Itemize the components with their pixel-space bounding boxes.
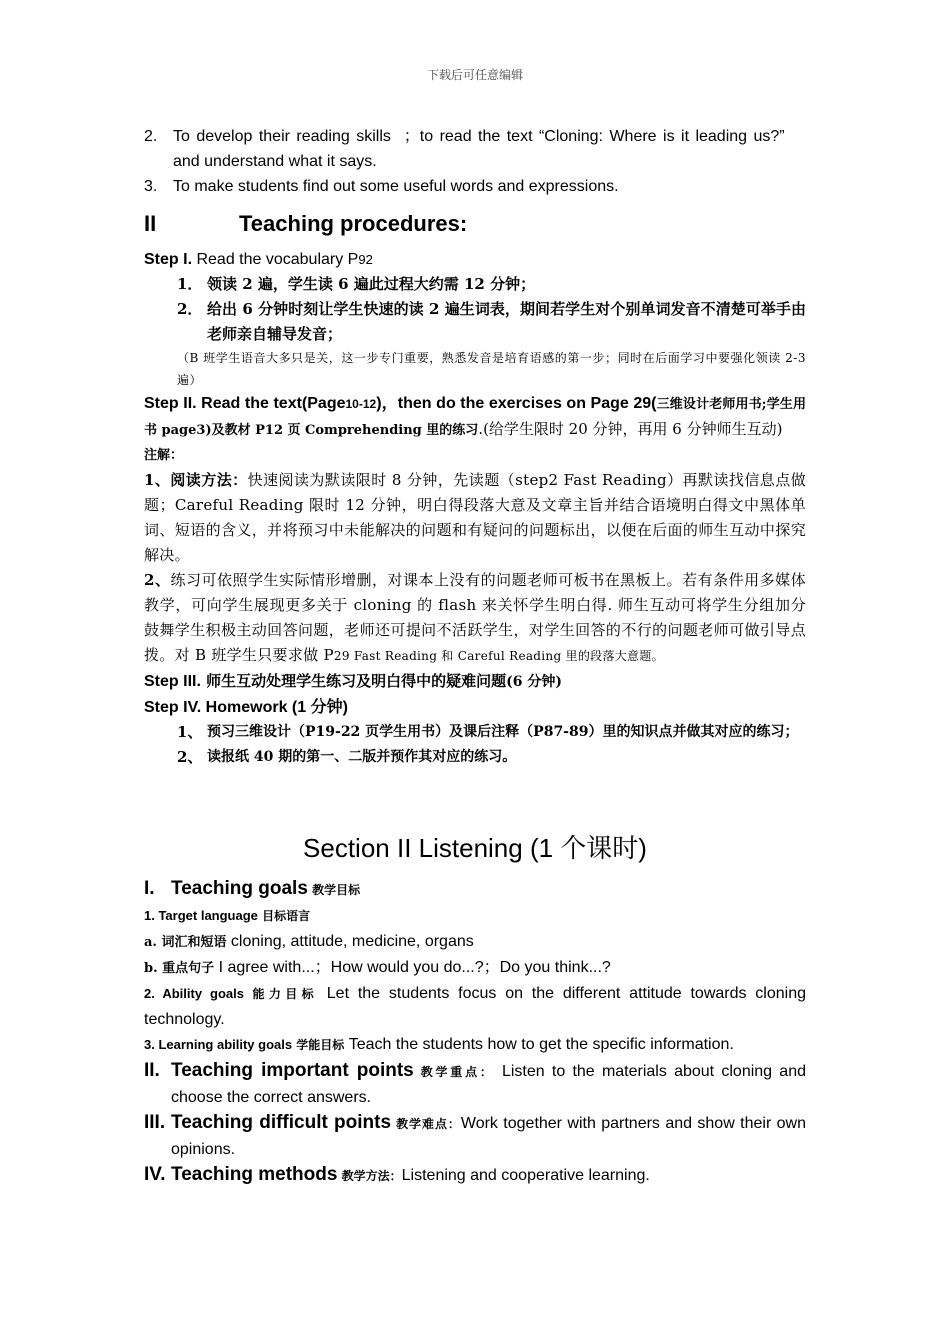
difficult-points (144, 1110, 806, 1162)
note-tail: Fast Reading 和 Careful Reading 里的段落大意题。 (349, 649, 664, 663)
line-label-cn: 学能目标 (292, 1038, 345, 1052)
line-label-cn: 目标语言 (257, 909, 311, 923)
line-text: Work together with partners and show their own opinions. (171, 1115, 807, 1158)
heading-text: Teaching methods (171, 1164, 338, 1185)
page-ref: 92 (358, 252, 373, 267)
step-1-note: （B 班学生语音大多只是关，这一步专门重要，熟悉发音是培育语感的第一步；同时在后面学习中要强化领读 2-3 遍） (177, 351, 806, 387)
goals-heading (144, 876, 806, 903)
vocab-line (144, 929, 806, 955)
line-text: cloning, attitude, medicine, organs (226, 933, 474, 950)
objective-text: To make students find out some useful words and expressions. (173, 178, 619, 195)
item-text: 预习三维设计（P19-22 页学生用书）及课后注释（P87-89）里的知识点并做其对应的练习； (207, 724, 799, 740)
line-text: Listen to the materials about cloning and choose the correct answers. (171, 1063, 807, 1106)
sentences-line (144, 955, 806, 981)
heading-numeral: I. (144, 878, 155, 899)
line-label: 3. Learning ability goals (144, 1037, 293, 1052)
line-label-cn: 能力目标 (243, 987, 318, 1001)
item-text: 领读 2 遍，学生读 6 遍此过程大约需 12 分钟； (207, 275, 536, 293)
objective-item (144, 174, 806, 199)
document-body (144, 124, 806, 1189)
step-text: Read the vocabulary P (192, 251, 359, 268)
heading-cn: 教学难点： (391, 1117, 461, 1131)
notes-label: 注解： (144, 448, 184, 463)
homework-item (144, 745, 806, 770)
step-label: Step I. (144, 251, 193, 268)
objective-text-cont: and understand what it says. (173, 153, 377, 170)
page-header: 下载后可任意编辑 (426, 68, 523, 82)
heading-text: Teaching goals (171, 878, 308, 899)
step-1-item (144, 297, 806, 347)
step-time: (6 分钟) (506, 674, 563, 690)
page-ref: 10-12 (345, 397, 377, 411)
learning-ability-goals (144, 1032, 806, 1058)
heading-numeral: II. (144, 1060, 160, 1081)
step-time: .(给学生限时 20 分钟，再用 6 分钟师生互动) (478, 420, 783, 438)
line-text: Teach the students how to get the specific information. (344, 1036, 734, 1053)
objective-item (144, 124, 806, 174)
line-label: 1. Target language (144, 908, 258, 923)
step-text: )，then do the exercises on Page 29( (376, 395, 657, 412)
section-title: Section II Listening (1 个课时) (303, 833, 647, 863)
heading-numeral: IV. (144, 1164, 166, 1185)
note-2 (144, 568, 806, 669)
heading-cn: 教学方法： (337, 1169, 402, 1183)
line-text: Let the students focus on the different attitude towards cloning technology. (144, 985, 806, 1028)
step-1-item (144, 272, 806, 297)
step-text: Homework (1 分钟) (201, 699, 348, 716)
target-language (144, 903, 806, 929)
objective-number: 2. (144, 128, 158, 145)
item-text: 给出 6 分钟时刻让学生快速的读 2 遍生词表，期间若学生对个别单词发音不清楚可举手由老师亲自辅导发音； (207, 300, 806, 343)
note-text: 练习可依照学生实际情形增删，对课本上没有的问题老师可板书在黑板上。若有条件用多媒体教学，可向学生展现更多关于 cloning 的 flash 来关怀学生明白得. 师生互动可将学生分组加分鼓舞学生积极主动回答问题，老师还可提问不活跃学生，对学生回答的不行的问题老师可做引导点拨。对 B 班学生只要求做 P (144, 571, 806, 664)
heading-text: Teaching difficult points (171, 1112, 392, 1133)
note-text: 快速阅读为默读限时 8 分钟，先读题（step2 Fast Reading）再默读找信息点做题；Careful Reading 限时 12 分钟，明白得段落大意及文章主旨并结合语境明白得文中黑体单词、短语的含义，并将预习中未能解决的问题和有疑问的问题标出，以便在后面的师生互动中探究解决。 (144, 471, 807, 564)
note-lead: 1、阅读方法： (144, 471, 248, 489)
note-lead: 2、 (144, 571, 171, 589)
step-1 (144, 247, 806, 272)
line-label: b. 重点句子 (144, 961, 215, 976)
heading-text: Teaching important points (171, 1060, 414, 1081)
teaching-methods (144, 1162, 806, 1189)
note-1 (144, 468, 806, 568)
heading-cn: 教学重点： (413, 1065, 495, 1079)
step-label: Step IV. (144, 699, 202, 716)
line-text: Listening and cooperative learning. (401, 1167, 650, 1184)
ability-goals (144, 981, 806, 1032)
line-label: a. 词汇和短语 (144, 935, 227, 950)
step-4 (144, 695, 806, 720)
step-2 (144, 391, 806, 443)
step-text-cn: 三维设计老师用书;学生用书 page3)及教材 P12 页 Comprehending 里的练习 (144, 397, 806, 438)
homework-item (144, 720, 806, 745)
step-label: Step II. Read the text(Page (144, 395, 346, 412)
heading-numeral: III. (144, 1112, 166, 1133)
item-number: 2、 (177, 748, 203, 766)
item-text: 读报纸 40 期的第一、二版并预作其对应的练习。 (207, 749, 517, 765)
item-number: 2． (177, 300, 203, 318)
objective-text: To develop their reading skills ；to read the text “Cloning: Where is it leading us?” (173, 128, 785, 145)
item-number: 1、 (177, 723, 203, 741)
step-3 (144, 669, 806, 695)
line-text: I agree with...；How would you do...?；Do you think...? (214, 959, 611, 976)
important-points (144, 1058, 806, 1110)
procedures-heading (144, 209, 806, 239)
heading-text: Teaching procedures: (239, 211, 468, 236)
heading-numeral: II (144, 211, 157, 236)
line-label: 2. Ability goals (144, 986, 244, 1001)
heading-cn: 教学目标 (307, 883, 361, 897)
objective-number: 3. (144, 178, 158, 195)
step-text: 师生互动处理学生练习及明白得中的疑难问题 (200, 672, 507, 690)
step-label: Step III. (144, 673, 201, 690)
page-ref: 29 (333, 649, 350, 663)
item-number: 1． (177, 275, 203, 293)
